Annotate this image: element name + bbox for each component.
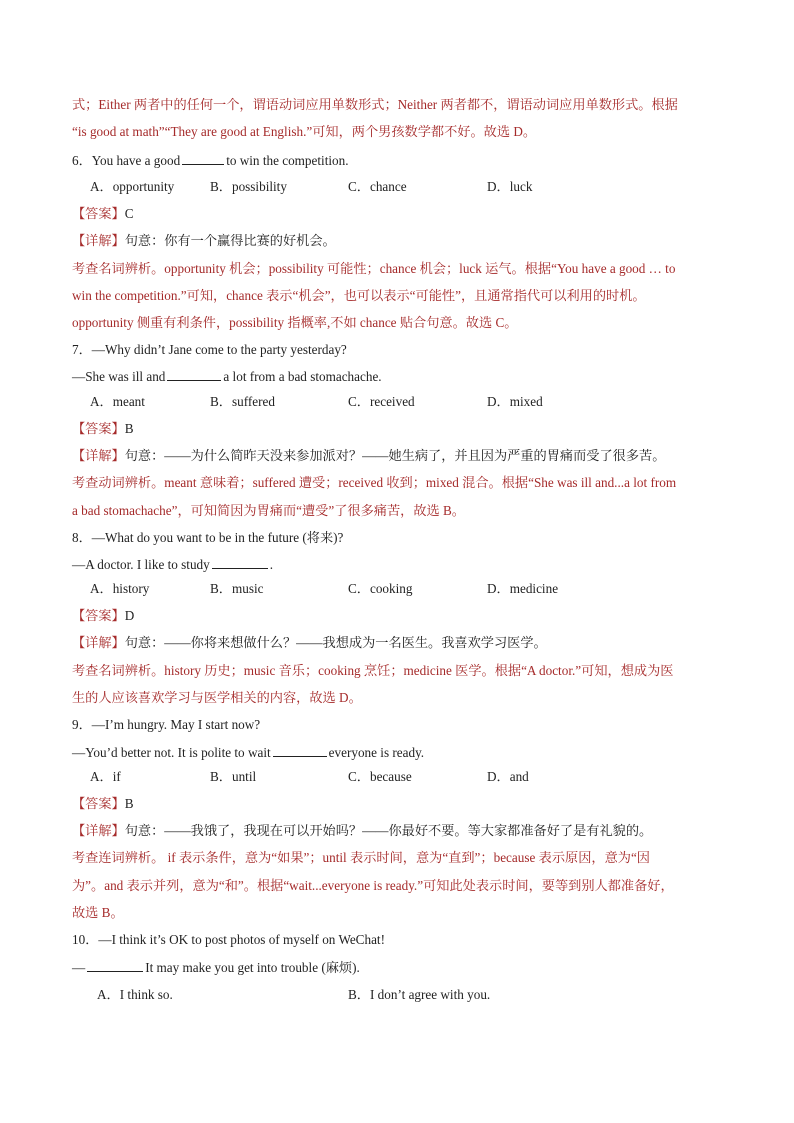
question-6-answer: 【答案】C <box>72 206 134 221</box>
option-b: B．until <box>210 769 257 784</box>
question-9-analysis-line-3: 故选 B。 <box>72 905 124 920</box>
option-a: A．if <box>90 769 121 784</box>
question-number: 9． <box>72 717 92 732</box>
question-number: 7． <box>72 342 92 357</box>
option-a: A．meant <box>90 394 145 409</box>
option-b: B．I don’t agree with you. <box>348 987 491 1002</box>
option-c: C．because <box>348 769 412 784</box>
option-d: D．mixed <box>487 394 543 409</box>
question-8-meaning: 【详解】句意：——你将来想做什么？——我想成为一名医生。我喜欢学习医学。 <box>72 635 547 650</box>
question-9-stem-line-2: —You’d better not. It is polite to wait everyone is ready. <box>72 745 425 760</box>
question-10-stem-line-1: 10．—I think it’s OK to post photos of myself on WeChat! <box>72 932 385 947</box>
answer-blank <box>87 958 143 972</box>
option-a: A．I think so. <box>97 987 173 1002</box>
question-6-stem: 6．You have a good to win the competition. <box>72 153 349 168</box>
question-7-analysis-line-2: a bad stomachache”，可知简因为胃痛而“遭受”了很多痛苦，故选 B。 <box>72 503 465 518</box>
question-9-answer: 【答案】B <box>72 796 134 811</box>
question-number: 8． <box>72 530 92 545</box>
option-c: C．chance <box>348 179 407 194</box>
option-d: D．medicine <box>487 581 559 596</box>
option-c: C．cooking <box>348 581 413 596</box>
question-9-meaning: 【详解】句意：——我饿了，我现在可以开始吗？——你最好不要。等大家都准备好了是有礼貌的。 <box>72 823 653 838</box>
option-d: D．luck <box>487 179 533 194</box>
answer-blank <box>273 743 327 757</box>
option-c: C．received <box>348 394 415 409</box>
question-7-stem-line-2: —She was ill and a lot from a bad stomachache. <box>72 369 382 384</box>
question-6-meaning: 【详解】句意：你有一个赢得比赛的好机会。 <box>72 233 336 248</box>
intro-explanation-line-2: “is good at math”“They are good at English.”可知，两个男孩数学都不好。故选 D。 <box>72 124 537 139</box>
question-6-analysis-line-1: 考查名词辨析。opportunity 机会；possibility 可能性；chance 机会；luck 运气。根据“You have a good … to <box>72 261 676 276</box>
question-7-meaning: 【详解】句意：——为什么简昨天没来参加派对？——她生病了，并且因为严重的胃痛而受了很多苦。 <box>72 448 666 463</box>
answer-blank <box>212 555 268 569</box>
answer-blank <box>167 367 221 381</box>
option-b: B．possibility <box>210 179 287 194</box>
option-b: B．music <box>210 581 264 596</box>
question-7-analysis-line-1: 考查动词辨析。meant 意味着；suffered 遭受；received 收到；mixed 混合。根据“She was ill and...a lot from <box>72 475 677 490</box>
option-a: A．history <box>90 581 150 596</box>
question-7-answer: 【答案】B <box>72 421 134 436</box>
option-a: A．opportunity <box>90 179 175 194</box>
option-d: D．and <box>487 769 529 784</box>
question-10-stem-line-2: — It may make you get into trouble (麻烦). <box>72 960 360 975</box>
question-6-analysis-line-2: win the competition.”可知，chance 表示“机会”，也可以表示“可能性”，且通常指代可以利用的时机。 <box>72 288 646 303</box>
option-b: B．suffered <box>210 394 275 409</box>
question-8-stem-line-2: —A doctor. I like to study . <box>72 557 274 572</box>
question-8-analysis-line-1: 考查名词辨析。history 历史；music 音乐；cooking 烹饪；medicine 医学。根据“A doctor.”可知，想成为医 <box>72 663 674 678</box>
question-8-analysis-line-2: 生的人应该喜欢学习与医学相关的内容，故选 D。 <box>72 690 362 705</box>
question-6-analysis-line-3: opportunity 侧重有利条件，possibility 指概率,不如 chance 贴合句意。故选 C。 <box>72 315 518 330</box>
question-9-analysis-line-1: 考查连词辨析。 if 表示条件，意为“如果”；until 表示时间，意为“直到”；because 表示原因，意为“因 <box>72 850 650 865</box>
answer-blank <box>182 151 224 165</box>
question-7-stem-line-1: 7．—Why didn’t Jane come to the party yesterday? <box>72 342 347 357</box>
question-8-stem-line-1: 8．—What do you want to be in the future (将来)? <box>72 530 344 545</box>
intro-explanation-line-1: 式；Either 两者中的任何一个，谓语动词应用单数形式；Neither 两者都不，谓语动词应用单数形式。根据 <box>72 97 678 112</box>
question-8-answer: 【答案】D <box>72 608 135 623</box>
question-number: 10． <box>72 932 99 947</box>
question-9-stem-line-1: 9．—I’m hungry. May I start now? <box>72 717 261 732</box>
question-9-analysis-line-2: 为”。and 表示并列，意为“和”。根据“wait...everyone is ready.”可知此处表示时间，要等到别人都准备好， <box>72 878 674 893</box>
question-number: 6． <box>72 153 92 168</box>
